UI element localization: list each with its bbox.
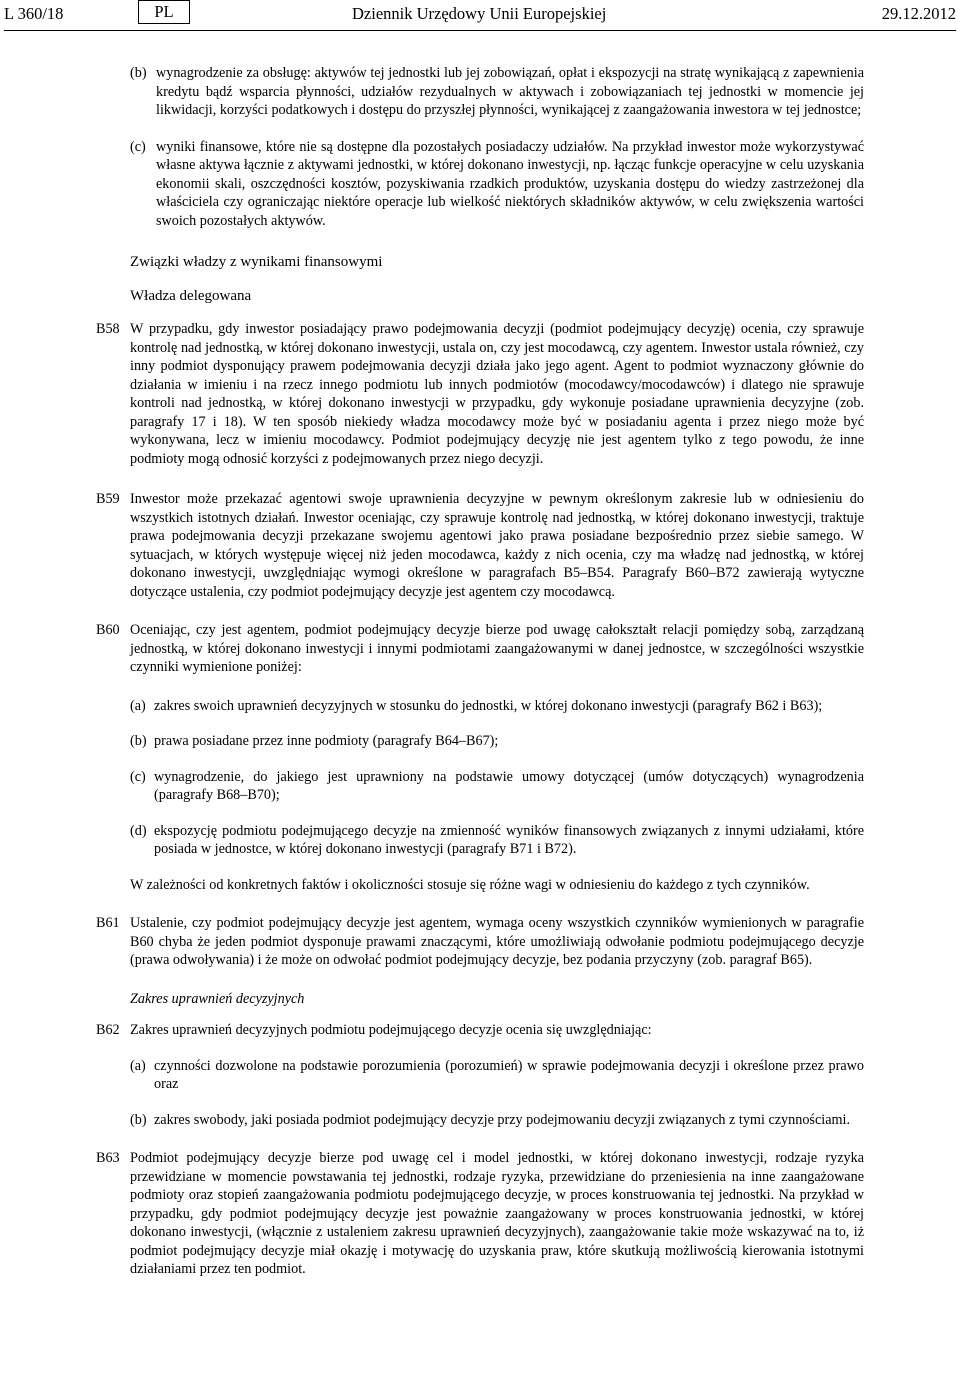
paragraph-text: Inwestor może przekazać agentowi swoje uprawnienia decyzyjne w pewnym określonym zakresie lub w odniesieniu do wszystkich istotnych działań. Inwestor oceniając, czy sprawuje kontrolę nad jednostką, w której dokonano inwestycji, traktuje prawa podejmowania decyzji przekazane swojemu agentowi jako prawa posiadane bezpośrednio przez siebie samego. W sytuacjach, w których występuje więcej niż jeden mocodawca, każdy z nich ocenia, czy ma władzę nad jednostką, w której dokonano inwestycji, uwzględniając wymogi określone w paragrafach B5–B54. Paragrafy B60–B72 zawierają wytyczne dotyczące ustalenia, czy podmiot podejmujący decyzje jest agentem czy mocodawcą. <box>130 491 864 600</box>
paragraph-b63 <box>96 1149 864 1279</box>
paragraph-number: B63 <box>96 1150 120 1166</box>
list-marker: (c) <box>130 138 146 155</box>
section-heading: Związki władzy z wynikami finansowymi <box>130 254 383 270</box>
list-item-b62-b <box>130 1111 864 1130</box>
list-marker: (a) <box>130 697 146 714</box>
list-item-b <box>130 64 864 120</box>
list-marker: (b) <box>130 733 147 749</box>
paragraph-number: B61 <box>96 915 120 931</box>
list-item-b60-a <box>130 697 864 716</box>
list-text: wyniki finansowe, które nie są dostępne dla pozostałych posiadaczy udziałów. Na przykład inwestor może wykorzystywać własne aktywa łącznie z aktywami jednostki, w której dokonano inwestycji, np. łącząc funkcje operacyjne w celu uzyskania ekonomii skali, oszczędności kosztów, pozyskiwania rzadkich produktów, uzyskania dostępu do wiedzy zastrzeżonej dla właściciela czy ograniczając niektóre operacje lub wielkość niektórych składników aktywów, w celu zwiększenia wartości swoich pozostałych aktywów. <box>156 138 864 229</box>
list-text: czynności dozwolone na podstawie porozumienia (porozumień) w sprawie podejmowania decyzji i określone przez prawo oraz <box>154 1057 864 1092</box>
list-marker: (b) <box>130 1111 147 1128</box>
list-text: ekspozycję podmiotu podejmującego decyzje na zmienność wyników finansowych związanych z innymi udziałami, które posiada w jednostce, w której dokonano inwestycji (paragrafy B71 i B72). <box>154 822 864 857</box>
page-header <box>4 0 956 32</box>
paragraph-text: Zakres uprawnień decyzyjnych podmiotu podejmującego decyzje ocenia się uwzględniając: <box>130 1022 652 1038</box>
paragraph-number: B58 <box>96 321 120 337</box>
list-item-b60-d <box>130 822 864 859</box>
paragraph-b58 <box>96 320 864 468</box>
paragraph-number: B62 <box>96 1022 120 1038</box>
paragraph-b61 <box>96 914 864 970</box>
page-number: L 360/18 <box>4 4 64 23</box>
paragraph-number: B60 <box>96 622 120 638</box>
list-item-b60-c <box>130 768 864 805</box>
language-code-box: PL <box>138 0 190 24</box>
paragraph-text: Podmiot podejmujący decyzje bierze pod uwagę cel i model jednostki, w której dokonano inwestycji, rodzaje ryzyka przewidziane w momencie powstawania tej jednostki, rodzaje ryzyka, przewidziane do przeniesienia na inne zaangażowane podmioty oraz stopień zaangażowania podmiotu podejmującego decyzje, w proces konstruowania tej jednostki. Na przykład w przypadku, gdy podmiot podejmujący decyzje jest poważnie zaangażowany w proces konstruowania jednostki, w której dokonano inwestycji, (włącznie z ustaleniem zakresu uprawnień decyzyjnych), zaangażowanie takie może wskazywać na to, iż podmiot podejmujący decyzje miał okazję i motywację do uzyskania praw, które skutkują możliwością kierowania istotnymi działaniami przez ten podmiot. <box>130 1150 864 1277</box>
paragraph-b59 <box>96 490 864 601</box>
paragraph-number: B59 <box>96 491 120 507</box>
paragraph-text: W przypadku, gdy inwestor posiadający prawo podejmowania decyzji (podmiot podejmujący decyzję) ocenia, czy sprawuje kontrolę nad jednostką, w której dokonano inwestycji, ustala on, czy jest mocodawcą, czy agentem. Inwestor ustala również, czy inny podmiot dysponujący prawem podejmowania decyzji działa jako jego agent. Agent to podmiot wyznaczony głównie do działania w imieniu i na rzecz innego podmiotu lub innych podmiotów (mocodawcy/mocodawców) i dlatego nie sprawuje kontroli nad jednostką, w której dokonano inwestycji w przypadku, gdy wykonuje posiadane uprawnienia decyzyjne (zob. paragrafy 17 i 18). W ten sposób niekiedy władza mocodawcy może być w posiadaniu agenta i przez niego może być wykonywana, lecz w imieniu mocodawcy. Podmiot podejmujący decyzję nie jest agentem tylko z tego powodu, że inne podmioty mogą odnosić korzyści z podejmowanych przez niego decyzji. <box>130 321 864 467</box>
list-text: wynagrodzenie, do jakiego jest uprawniony na podstawie umowy dotyczącej (umów dotyczących) wynagrodzenia (paragrafy B68–B70); <box>154 768 864 803</box>
journal-title: Dziennik Urzędowy Unii Europejskiej <box>352 4 607 23</box>
list-item-b60-b <box>130 732 864 751</box>
list-item-c <box>130 138 864 231</box>
list-marker: (a) <box>130 1057 146 1074</box>
paragraph-text: Oceniając, czy jest agentem, podmiot podejmujący decyzje bierze pod uwagę całokształt relacji pomiędzy sobą, zarządzaną jednostką, w której dokonano inwestycji i innymi podmiotami zaangażowanymi w danej jednostce, w szczególności wszystkie czynniki wymienione poniżej: <box>130 622 864 675</box>
list-text: prawa posiadane przez inne podmioty (paragrafy B64–B67); <box>154 733 499 749</box>
list-text: zakres swobody, jaki posiada podmiot podejmujący decyzje przy podejmowaniu decyzji związanych z tymi czynnościami. <box>154 1111 851 1128</box>
list-marker: (b) <box>130 65 147 81</box>
paragraph-b62 <box>96 1021 864 1040</box>
list-marker: (c) <box>130 768 146 785</box>
header-rule <box>4 30 956 31</box>
publication-date: 29.12.2012 <box>881 4 956 23</box>
paragraph-b60-closing: W zależności od konkretnych faktów i okoliczności stosuje się różne wagi w odniesieniu do każdego z tych czynników. <box>130 876 810 893</box>
paragraph-text: Ustalenie, czy podmiot podejmujący decyzje jest agentem, wymaga oceny wszystkich czynników wymienionych w paragrafie B60 chyba że jeden podmiot dysponuje prawami znaczącymi, które umożliwiają odwołanie podmiotu podejmującego decyzje (prawa odwoływania) i że może on odwołać podmiot podejmujący decyzje, bez podania przyczyny (zob. paragraf B65). <box>130 915 864 968</box>
list-text: zakres swoich uprawnień decyzyjnych w stosunku do jednostki, w której dokonano inwestycji (paragrafy B62 i B63); <box>154 697 823 714</box>
list-item-b62-a <box>130 1057 864 1094</box>
document-body <box>96 64 864 1279</box>
list-marker: (d) <box>130 822 147 839</box>
italic-subheading: Zakres uprawnień decyzyjnych <box>130 990 305 1007</box>
list-text: wynagrodzenie za obsługę: aktywów tej jednostki lub jej zobowiązań, opłat i ekspozycji na stratę wynikającą z zapewnienia kredytu bądź wsparcia płynności, udziałów rezydualnych w aktywach i zobowiązaniach tej jednostki w momencie jej likwidacji, korzyści podatkowych i dostępu do przyszłej płynności, wynikającej z zaangażowania inwestora w tej jednostce; <box>156 65 864 118</box>
subsection-heading: Władza delegowana <box>130 287 252 304</box>
paragraph-b60 <box>96 621 864 677</box>
